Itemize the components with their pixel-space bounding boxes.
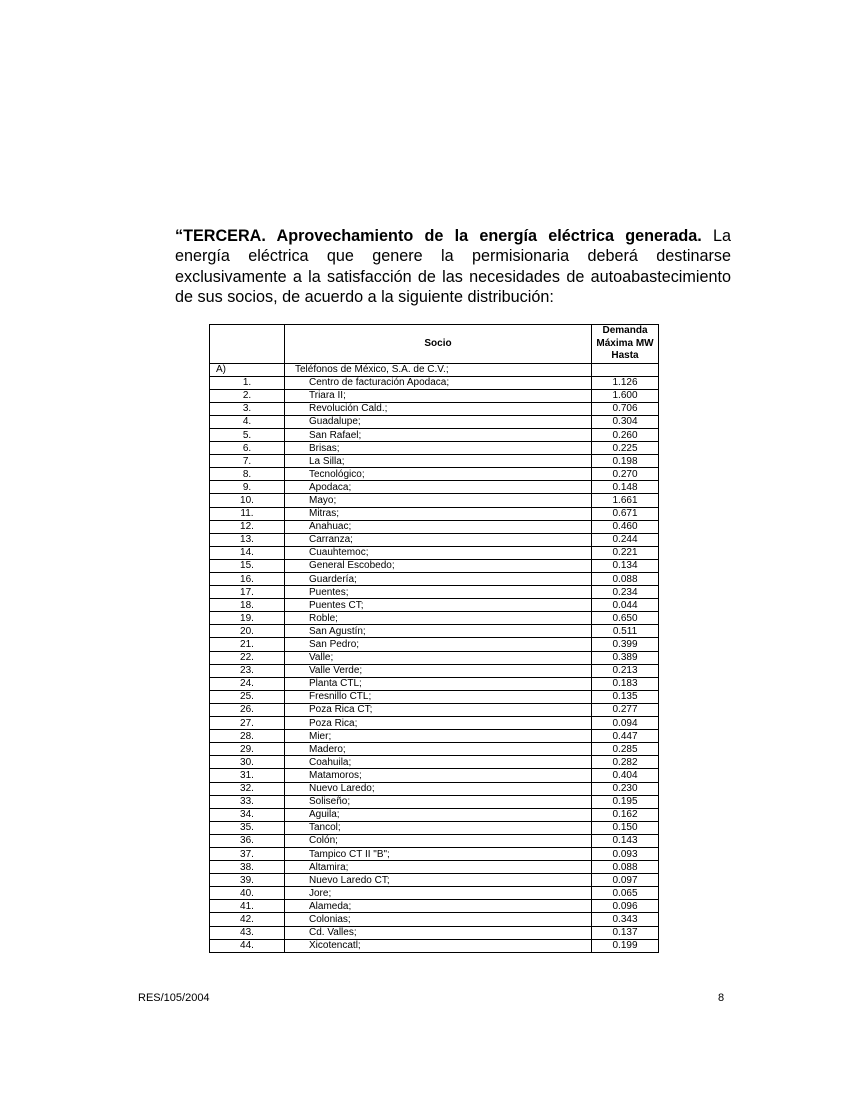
- table-row: [210, 586, 659, 599]
- row-number: 43.: [210, 926, 285, 939]
- row-socio-name: Mayo;: [285, 494, 592, 507]
- table-row: [210, 651, 659, 664]
- row-number: 29.: [210, 743, 285, 756]
- row-number: 17.: [210, 586, 285, 599]
- table-row: [210, 677, 659, 690]
- row-socio-name: Revolución Cald.;: [285, 402, 592, 415]
- table-row: [210, 442, 659, 455]
- table-row: [210, 546, 659, 559]
- row-socio-name: La Silla;: [285, 455, 592, 468]
- row-socio-name: Puentes;: [285, 586, 592, 599]
- row-demanda-value: 0.282: [592, 756, 659, 769]
- row-socio-name: Mitras;: [285, 507, 592, 520]
- row-demanda-value: 0.225: [592, 442, 659, 455]
- row-socio-name: Matamoros;: [285, 769, 592, 782]
- distribution-table: [209, 324, 659, 953]
- table-row: [210, 389, 659, 402]
- table-header-row: [210, 325, 659, 364]
- table-row: [210, 376, 659, 389]
- row-socio-name: Mier;: [285, 730, 592, 743]
- row-socio-name: Poza Rica CT;: [285, 703, 592, 716]
- row-socio-name: Cuauhtemoc;: [285, 546, 592, 559]
- document-id: RES/105/2004: [138, 992, 210, 1004]
- row-demanda-value: 0.234: [592, 586, 659, 599]
- row-number: 12.: [210, 520, 285, 533]
- row-number: 18.: [210, 599, 285, 612]
- row-number: 35.: [210, 821, 285, 834]
- row-demanda-value: 0.096: [592, 900, 659, 913]
- header-demanda: Demanda Máxima MW Hasta: [592, 325, 659, 364]
- table-row: [210, 887, 659, 900]
- row-socio-name: Xicotencatl;: [285, 939, 592, 952]
- row-demanda-value: 0.044: [592, 599, 659, 612]
- row-socio-name: Colón;: [285, 834, 592, 847]
- row-demanda-value: 0.213: [592, 664, 659, 677]
- table-row: [210, 730, 659, 743]
- table-row: [210, 573, 659, 586]
- table-row: [210, 638, 659, 651]
- row-demanda-value: 0.650: [592, 612, 659, 625]
- row-socio-name: Soliseño;: [285, 795, 592, 808]
- group-row: [210, 363, 659, 376]
- row-number: 40.: [210, 887, 285, 900]
- row-socio-name: Valle;: [285, 651, 592, 664]
- row-socio-name: Roble;: [285, 612, 592, 625]
- row-number: 26.: [210, 703, 285, 716]
- row-demanda-value: 0.230: [592, 782, 659, 795]
- row-number: 44.: [210, 939, 285, 952]
- row-number: 1.: [210, 376, 285, 389]
- row-number: 13.: [210, 533, 285, 546]
- row-demanda-value: 0.097: [592, 874, 659, 887]
- table-row: [210, 939, 659, 952]
- table-row: [210, 808, 659, 821]
- row-demanda-value: 1.126: [592, 376, 659, 389]
- row-number: 41.: [210, 900, 285, 913]
- row-number: 32.: [210, 782, 285, 795]
- row-demanda-value: 0.134: [592, 559, 659, 572]
- row-demanda-value: 0.671: [592, 507, 659, 520]
- row-demanda-value: 0.199: [592, 939, 659, 952]
- row-demanda-value: 0.150: [592, 821, 659, 834]
- tercera-clause: [175, 226, 731, 307]
- row-number: 10.: [210, 494, 285, 507]
- row-demanda-value: 0.195: [592, 795, 659, 808]
- row-demanda-value: 0.094: [592, 717, 659, 730]
- row-socio-name: Apodaca;: [285, 481, 592, 494]
- row-demanda-value: 0.148: [592, 481, 659, 494]
- row-number: 22.: [210, 651, 285, 664]
- table-row: [210, 468, 659, 481]
- row-demanda-value: 0.447: [592, 730, 659, 743]
- table-row: [210, 756, 659, 769]
- row-demanda-value: 0.198: [592, 455, 659, 468]
- page-number: 8: [718, 992, 725, 1004]
- row-demanda-value: 0.183: [592, 677, 659, 690]
- row-number: 2.: [210, 389, 285, 402]
- row-number: 7.: [210, 455, 285, 468]
- row-socio-name: Guardería;: [285, 573, 592, 586]
- table-row: [210, 821, 659, 834]
- row-number: 21.: [210, 638, 285, 651]
- table-row: [210, 769, 659, 782]
- table-row: [210, 717, 659, 730]
- row-number: 9.: [210, 481, 285, 494]
- row-number: 3.: [210, 402, 285, 415]
- row-socio-name: Cd. Valles;: [285, 926, 592, 939]
- row-number: 34.: [210, 808, 285, 821]
- row-number: 25.: [210, 690, 285, 703]
- row-demanda-value: 0.399: [592, 638, 659, 651]
- table-row: [210, 402, 659, 415]
- clause-heading: “TERCERA. Aprovechamiento de la energía eléctrica generada.: [175, 227, 702, 245]
- row-number: 37.: [210, 847, 285, 860]
- row-socio-name: Altamira;: [285, 861, 592, 874]
- table-row: [210, 612, 659, 625]
- table-row: [210, 625, 659, 638]
- row-socio-name: Puentes CT;: [285, 599, 592, 612]
- row-socio-name: Valle Verde;: [285, 664, 592, 677]
- row-number: 30.: [210, 756, 285, 769]
- row-demanda-value: 0.143: [592, 834, 659, 847]
- group-label: A): [210, 363, 285, 376]
- row-number: 24.: [210, 677, 285, 690]
- table-row: [210, 782, 659, 795]
- row-socio-name: Guadalupe;: [285, 415, 592, 428]
- row-number: 15.: [210, 559, 285, 572]
- row-socio-name: Nuevo Laredo;: [285, 782, 592, 795]
- table-row: [210, 428, 659, 441]
- header-socio: Socio: [285, 325, 592, 364]
- row-demanda-value: 0.404: [592, 769, 659, 782]
- table-row: [210, 507, 659, 520]
- table-row: [210, 743, 659, 756]
- row-socio-name: Tampico CT II "B";: [285, 847, 592, 860]
- row-socio-name: Tancol;: [285, 821, 592, 834]
- row-socio-name: Alameda;: [285, 900, 592, 913]
- row-demanda-value: 0.706: [592, 402, 659, 415]
- row-demanda-value: 0.511: [592, 625, 659, 638]
- row-socio-name: Carranza;: [285, 533, 592, 546]
- table-row: [210, 599, 659, 612]
- row-number: 19.: [210, 612, 285, 625]
- row-demanda-value: 0.389: [592, 651, 659, 664]
- row-demanda-value: 0.304: [592, 415, 659, 428]
- row-number: 38.: [210, 861, 285, 874]
- row-number: 6.: [210, 442, 285, 455]
- row-demanda-value: 0.162: [592, 808, 659, 821]
- group-name: Teléfonos de México, S.A. de C.V.;: [285, 363, 592, 376]
- row-number: 20.: [210, 625, 285, 638]
- row-demanda-value: 1.661: [592, 494, 659, 507]
- row-socio-name: Fresnillo CTL;: [285, 690, 592, 703]
- row-demanda-value: 0.270: [592, 468, 659, 481]
- row-demanda-value: 0.277: [592, 703, 659, 716]
- row-socio-name: Centro de facturación Apodaca;: [285, 376, 592, 389]
- row-socio-name: Colonias;: [285, 913, 592, 926]
- table-row: [210, 926, 659, 939]
- row-socio-name: General Escobedo;: [285, 559, 592, 572]
- header-number: [210, 325, 285, 364]
- row-number: 16.: [210, 573, 285, 586]
- table-row: [210, 415, 659, 428]
- table-row: [210, 520, 659, 533]
- table-row: [210, 874, 659, 887]
- row-demanda-value: 0.460: [592, 520, 659, 533]
- row-socio-name: Brisas;: [285, 442, 592, 455]
- row-demanda-value: 0.135: [592, 690, 659, 703]
- row-socio-name: Madero;: [285, 743, 592, 756]
- row-number: 14.: [210, 546, 285, 559]
- row-demanda-value: 0.088: [592, 861, 659, 874]
- table-row: [210, 559, 659, 572]
- row-demanda-value: 0.137: [592, 926, 659, 939]
- table-row: [210, 861, 659, 874]
- group-value: [592, 363, 659, 376]
- table-row: [210, 795, 659, 808]
- row-socio-name: Triara II;: [285, 389, 592, 402]
- row-socio-name: Coahuila;: [285, 756, 592, 769]
- row-demanda-value: 0.285: [592, 743, 659, 756]
- table-row: [210, 847, 659, 860]
- table-row: [210, 690, 659, 703]
- row-socio-name: San Agustín;: [285, 625, 592, 638]
- table-row: [210, 664, 659, 677]
- row-socio-name: Planta CTL;: [285, 677, 592, 690]
- row-number: 27.: [210, 717, 285, 730]
- row-demanda-value: 0.343: [592, 913, 659, 926]
- row-demanda-value: 0.260: [592, 428, 659, 441]
- row-socio-name: San Rafael;: [285, 428, 592, 441]
- row-socio-name: San Pedro;: [285, 638, 592, 651]
- row-demanda-value: 1.600: [592, 389, 659, 402]
- row-number: 23.: [210, 664, 285, 677]
- clause-body: La energía eléctrica que genere la permisionaria deberá destinarse exclusivamente a la satisfacción de las necesidades de autoabastecimiento de sus socios, de acuerdo a la siguiente distribución:: [175, 227, 731, 306]
- row-socio-name: Anahuac;: [285, 520, 592, 533]
- row-socio-name: Jore;: [285, 887, 592, 900]
- table-row: [210, 900, 659, 913]
- row-socio-name: Aguila;: [285, 808, 592, 821]
- row-demanda-value: 0.244: [592, 533, 659, 546]
- row-socio-name: Nuevo Laredo CT;: [285, 874, 592, 887]
- table-row: [210, 455, 659, 468]
- row-number: 28.: [210, 730, 285, 743]
- row-socio-name: Poza Rica;: [285, 717, 592, 730]
- row-number: 36.: [210, 834, 285, 847]
- table-row: [210, 834, 659, 847]
- row-socio-name: Tecnológico;: [285, 468, 592, 481]
- row-number: 11.: [210, 507, 285, 520]
- row-demanda-value: 0.088: [592, 573, 659, 586]
- table-row: [210, 533, 659, 546]
- row-demanda-value: 0.065: [592, 887, 659, 900]
- row-demanda-value: 0.221: [592, 546, 659, 559]
- row-number: 5.: [210, 428, 285, 441]
- row-number: 33.: [210, 795, 285, 808]
- table-row: [210, 494, 659, 507]
- table-row: [210, 481, 659, 494]
- table-row: [210, 913, 659, 926]
- row-number: 39.: [210, 874, 285, 887]
- row-number: 42.: [210, 913, 285, 926]
- row-number: 4.: [210, 415, 285, 428]
- table-row: [210, 703, 659, 716]
- row-number: 31.: [210, 769, 285, 782]
- row-number: 8.: [210, 468, 285, 481]
- row-demanda-value: 0.093: [592, 847, 659, 860]
